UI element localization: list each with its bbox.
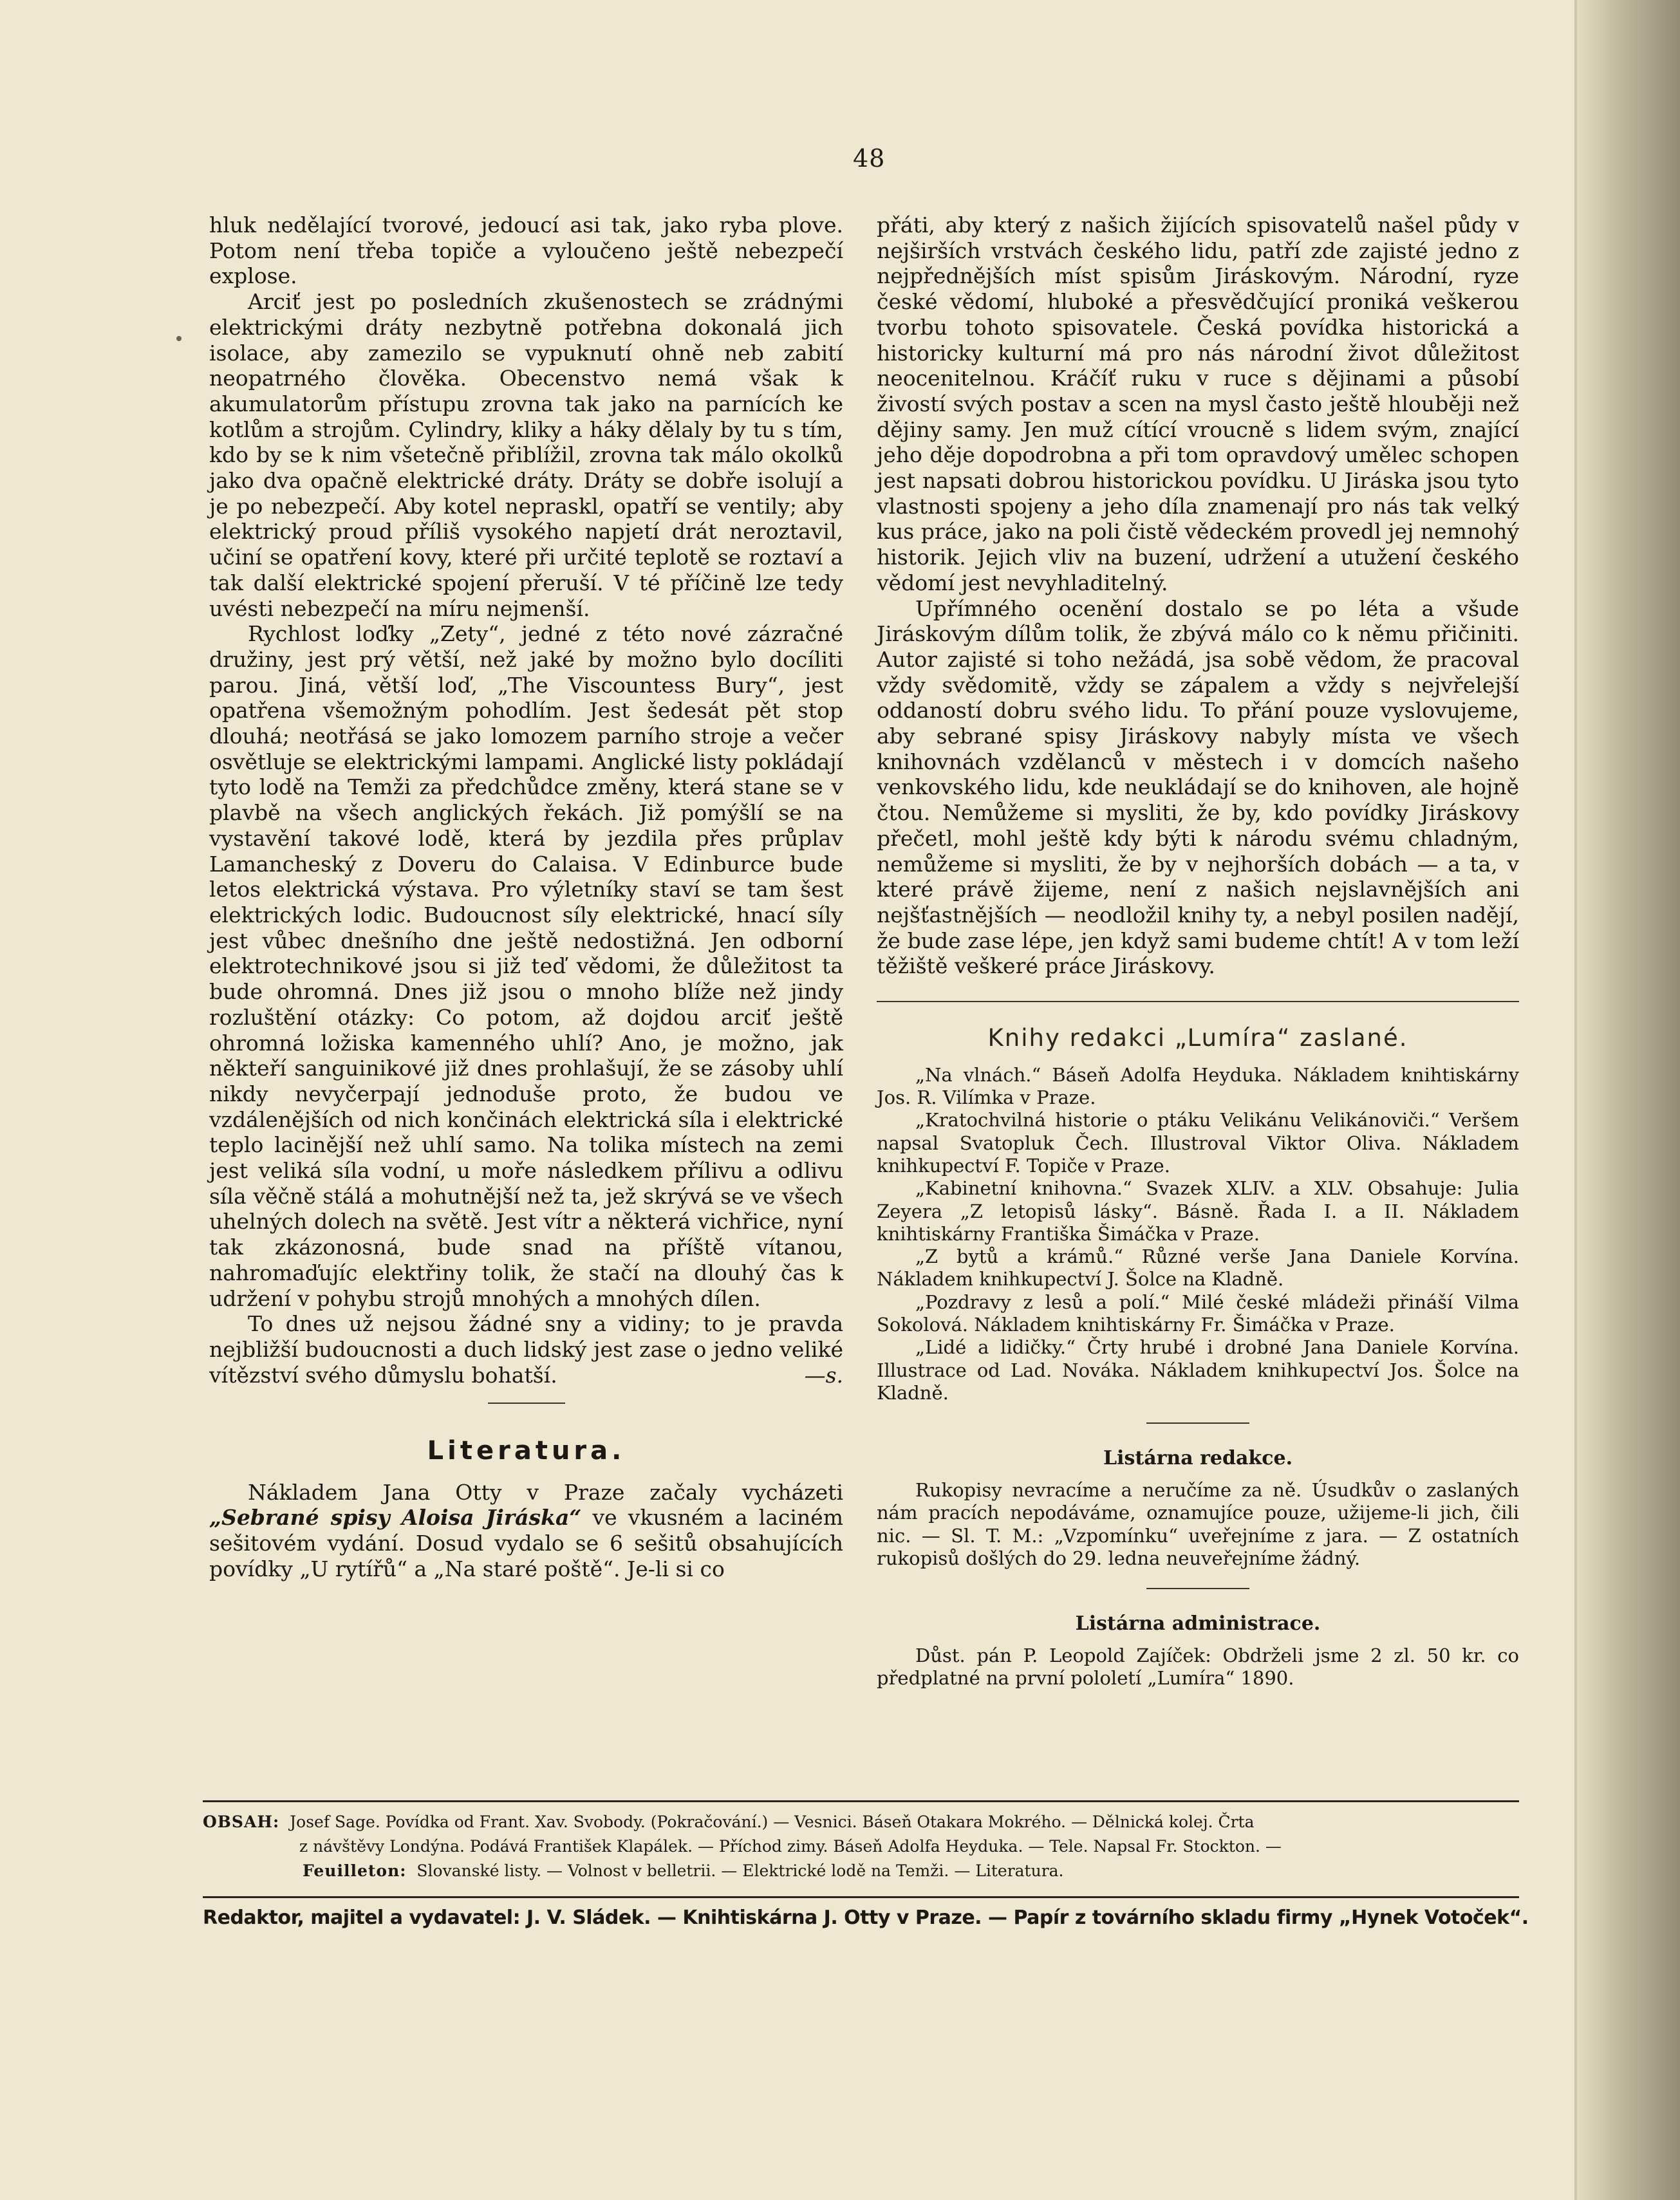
literature-paragraph bbox=[209, 1480, 843, 1582]
book-entry: „Z bytů a krámů.“ Různé verše Jana Daniele Korvína. Nákladem knihkupectví J. Šolce na Kladně. bbox=[877, 1245, 1519, 1291]
page-number: 48 bbox=[853, 144, 886, 172]
right-paragraph-2: Upřímného ocenění dostalo se po léta a všude Jiráskovým dílům tolik, že zbývá málo co k němu přičiniti. Autor zajisté si toho nežádá, jsa sobě vědom, že pracoval vždy svědomitě, vždy se zápalem a vždy s nejvřelejší oddaností dobru svého lidu. To přání pouze vyslovujeme, aby sebrané spisy Jiráskovy nabyly místa ve všech knihovnách vzdělanců v městech i v domcích našeho venkovského lidu, kde neukládají se do knihoven, ale hojně čtou. Nemůžeme si mysliti, že by, kdo povídky Jiráskovy přečetl, mohl ještě kdy býti k národu svému chladným, nemůžeme si mysliti, že by v nejhorších dobách — a ta, v které právě žijeme, není z našich nejslavnějších ani nejšťastnějších — neodložil knihy ty, a nebyl posilen nadějí, že bude zase lépe, jen když sami budeme chtít! A v tom leží těžiště veškeré práce Jiráskovy. bbox=[877, 595, 1519, 979]
books-top-rule bbox=[877, 1001, 1519, 1002]
contents-label: OBSAH: bbox=[203, 1813, 280, 1831]
literature-intro: Nákladem Jana Otty v Praze začaly vycházeti bbox=[248, 1479, 843, 1505]
book-entry: „Na vlnách.“ Báseň Adolfa Heyduka. Nákladem knihtiskárny Jos. R. Vilímka v Praze. bbox=[877, 1063, 1519, 1109]
administration-letters-heading: Listárna administrace. bbox=[1075, 1612, 1321, 1636]
administration-letters-text: Důst. pán P. Leopold Zajíček: Obdrželi jsme 2 zl. 50 kr. co předplatné na první pololetí „Lumíra“ 1890. bbox=[877, 1644, 1519, 1690]
contents-line-1 bbox=[203, 1810, 1519, 1834]
editorial-letters bbox=[877, 1479, 1519, 1570]
publisher-imprint: Redaktor, majitel a vydavatel: J. V. Sládek. — Knihtiskárna J. Otty v Praze. — Papír z továrního skladu firmy „Hynek Votoček“. bbox=[203, 1906, 1529, 1929]
literature-book-title: „Sebrané spisy Aloisa Jiráska“ bbox=[209, 1505, 582, 1531]
left-paragraph-3: Rychlost loďky „Zety“, jedné z této nové zázračné družiny, jest prý větší, než jaké by možno bylo docíliti parou. Jiná, větší loď, „The Viscountess Bury“, jest opatřena všemožným pohodlím. Jest šedesát pět stop dlouhá; neotřásá se jako lomozem parního stroje a večer osvětluje se elektrickými lampami. Anglické listy pokládají tyto lodě na Temži za předchůdce změny, která stane se v plavbě na všech anglických řekách. Již pomýšlí se na vystavění takové lodě, která by jezdila přes průplav Lamancheský z Doveru do Calaisa. V Edinburce bude letos elektrická výstava. Pro výletníky staví se tam šest elektrických lodic. Budoucnost síly elektrické, hnací síly jest vůbec dnešního dne ještě nedostižná. Jen odborní elektrotechnikové jsou si již teď vědomi, že důležitost ta bude ohromná. Dnes již jsou o mnoho blíže než jindy rozluštění otázky: Co potom, až dojdou arciť ještě ohromná ložiska kamenného uhlí? Ano, je možno, jak někteří sanguinikové již dnes prohlašují, že se zásoby uhlí nikdy nevyčerpají jednoduše proto, že budou ve vzdálenějších od nich končinách elektrická síla i elektrické teplo lacinější než uhlí samo. Na tolika místech na zemi jest veliká síla vodní, u moře následkem přílivu a odlivu síla věčně stálá a mohutnější než ta, jež skrývá se ve všech uhelných dolech na světě. Jest vítr a některá vichřice, nyní tak zkázonosná, bude snad na příště vítanou, nahromaďujíc elektřiny tolik, že stačí na dlouhý čas k udržení v pohybu strojů mnohých a mnohých dílen. bbox=[209, 621, 843, 1311]
contents-top-rule bbox=[203, 1800, 1519, 1802]
right-paragraph-1: přáti, aby který z našich žijících spisovatelů našel půdy v nejširších vrstvách českého lidu, patří zde zajisté jedno z nejpřednějších míst spisům Jiráskovým. Národní, ryze české vědomí, hluboké a přesvědčující proniká veškerou tvorbu tohoto spisovatele. Česká povídka historická a historicky kulturní má pro nás národní život důležitost neocenitelnou. Kráčíť ruku v ruce s dějinami a působí živostí svých postav a scen na mysl často ještě hlouběji než dějiny samy. Jen muž cítící vroucně s lidem svým, znající jeho děje dopodrobna a při tom opravdový umělec schopen jest napsati dobrou historickou povídku. U Jiráska jsou tyto vlastnosti spojeny a jeho díla znamenají pro nás tak velký kus práce, jako na poli čistě vědeckém provedl jej nemnohý historik. Jejich vliv na buzení, udržení a utužení českého vědomí jest nevyhladitelný. bbox=[877, 212, 1519, 595]
feuilleton-label: Feuilleton: bbox=[303, 1861, 407, 1880]
margin-mark bbox=[176, 336, 182, 341]
book-entry: „Kratochvilná historie o ptáku Velikánu Velikánoviči.“ Veršem napsal Svatopluk Čech. Illustroval Viktor Oliva. Nákladem knihkupectví F. Topiče v Praze. bbox=[877, 1109, 1519, 1177]
editorial-letters-heading: Listárna redakce. bbox=[1103, 1447, 1293, 1470]
left-column bbox=[209, 212, 843, 1582]
contents-line-2 bbox=[203, 1834, 1519, 1859]
contents-text-1: Josef Sage. Povídka od Frant. Xav. Svobody. (Pokračování.) — Vesnici. Báseň Otakara Mokrého. — Dělnická kolej. Črta bbox=[290, 1813, 1255, 1831]
table-of-contents bbox=[203, 1810, 1519, 1883]
books-list bbox=[877, 1064, 1519, 1404]
page-shadow bbox=[1577, 0, 1680, 2200]
books-heading: Knihy redakci „Lumíra“ zaslané. bbox=[987, 1024, 1408, 1052]
administration-letters bbox=[877, 1645, 1519, 1690]
left-paragraph-1: hluk nedělající tvorové, jedoucí asi tak, jako ryba plove. Potom není třeba topiče a vyloučeno ještě nebezpečí explose. bbox=[209, 212, 843, 289]
section-divider bbox=[488, 1403, 565, 1404]
contents-bottom-rule bbox=[203, 1896, 1519, 1898]
book-entry: „Lidé a lidičky.“ Črty hrubé i drobné Jana Daniele Korvína. Illustrace od Lad. Nováka. Nákladem knihkupectví Jos. Šolce na Kladně. bbox=[877, 1336, 1519, 1404]
contents-text-2: z návštěvy Londýna. Podává František Klapálek. — Příchod zimy. Báseň Adolfa Heyduka. — Tele. Napsal Fr. Stockton. — bbox=[299, 1837, 1282, 1856]
books-divider bbox=[1146, 1422, 1249, 1424]
contents-text-3: Slovanské listy. — Volnost v belletrii. — Elektrické lodě na Temži. — Literatura. bbox=[416, 1861, 1064, 1880]
literature-rest: ve vkusném a laciném sešitovém vydání. Dosud vydalo se 6 sešitů obsahujících povídky „U rytířů“ a „Na staré poště“. Je-li si co bbox=[209, 1505, 843, 1581]
literature-heading: Literatura. bbox=[427, 1436, 626, 1466]
book-entry: „Pozdravy z lesů a polí.“ Milé české mládeži přináší Vilma Sokolová. Nákladem knihtiskárny Fr. Šimáčka v Praze. bbox=[877, 1291, 1519, 1336]
editorial-divider bbox=[1146, 1588, 1249, 1589]
editorial-letters-text: Rukopisy nevracíme a neručíme za ně. Úsudkův o zaslaných nám pracích nepodáváme, oznamujíce pouze, užijeme-li jich, čili nic. — Sl. T. M.: „Vzpomínku“ uveřejníme z jara. — Z ostatních rukopisů došlých do 29. ledna neuveřejníme žádný. bbox=[877, 1478, 1519, 1569]
book-entry: „Kabinetní knihovna.“ Svazek XLIV. a XLV. Obsahuje: Julia Zeyera „Z letopisů lásky“. Básně. Řada I. a II. Nákladem knihtiskárny Františka Šimáčka v Praze. bbox=[877, 1177, 1519, 1245]
left-paragraph-4: To dnes už nejsou žádné sny a vidiny; to je pravda nejbližší budoucnosti a duch lidský jest zase o jedno veliké vítězství svého důmyslu bohatší. bbox=[209, 1311, 843, 1388]
right-column bbox=[877, 212, 1519, 1690]
article-signature: —s. bbox=[804, 1363, 843, 1388]
contents-line-3 bbox=[203, 1859, 1519, 1883]
left-paragraph-2: Arciť jest po posledních zkušenostech se zrádnými elektrickými dráty nezbytně potřebna dokonalá jich isolace, aby zamezilo se vypuknutí ohně neb zabití neopatrného člověka. Obecenstvo nemá však k akumulatorům přístupu zrovna tak jako na parnících ke kotlům a strojům. Cylindry, kliky a háky dělaly by tu s tím, kdo by se k nim všetečně přiblížil, zrovna tak málo okolků jako dva opačně elektrické dráty. Dráty se dobře isolují a je po nebezpečí. Aby kotel nepraskl, opatří se ventily; aby elektrický proud příliš vysokého napjetí drát neroztavil, učiní se opatření kovy, které při určité teplotě se roztaví a tak další elektrické spojení přeruší. V té příčině lze tedy uvésti nebezpečí na míru nejmenší. bbox=[209, 289, 843, 621]
